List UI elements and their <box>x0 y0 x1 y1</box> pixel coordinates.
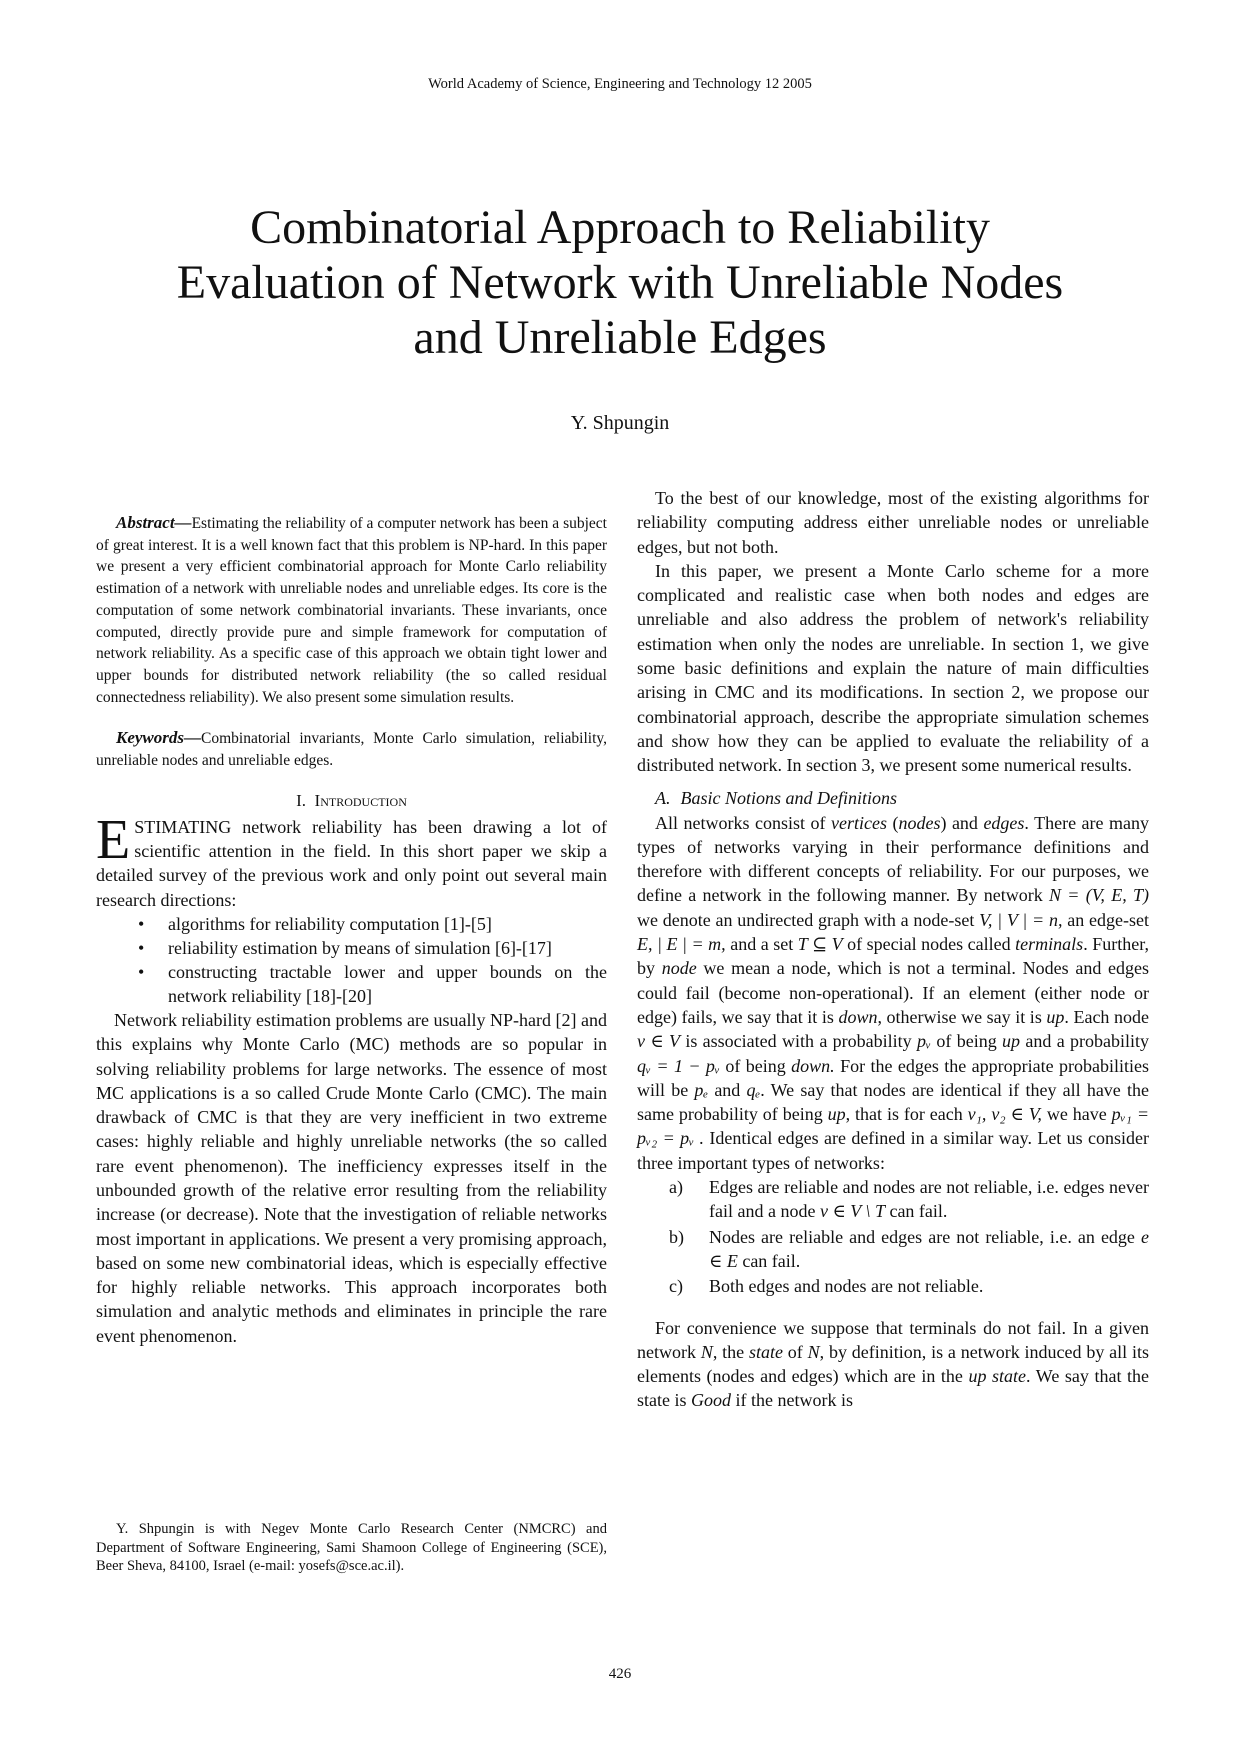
text-run: ( <box>886 812 899 833</box>
text-run: can fail. <box>737 1250 801 1271</box>
term-up: up <box>1002 1031 1021 1052</box>
term-edges: edges <box>983 812 1025 833</box>
math-pv: pᵥ <box>916 1031 932 1052</box>
list-label: b) <box>669 1226 684 1247</box>
term-up-state: up state <box>968 1366 1027 1387</box>
text-run: an edge-set <box>1062 909 1149 930</box>
math-terminal-set: T ⊆ V <box>797 934 843 955</box>
list-label: c) <box>669 1276 683 1297</box>
text-run: we denote an undirected graph with a node-set <box>637 909 980 930</box>
text-run: , by definition, is a network induced by all its elements (nodes and edges) which are in the <box>637 1341 1149 1387</box>
text-run: can fail. <box>884 1201 948 1222</box>
term-state: state <box>748 1341 783 1362</box>
subsection-heading <box>655 788 1149 809</box>
list-item: • reliability estimation by means of simulation [6]-[17] <box>168 936 607 960</box>
text-run: . Each node <box>1064 1006 1149 1027</box>
text-run: and a probability <box>1020 1031 1150 1052</box>
keywords-text: Combinatorial invariants, Monte Carlo simulation, reliability, unreliable nodes and unreliable edges. <box>96 730 607 770</box>
intro-paragraph-1-text: STIMATING network reliability has been drawing a lot of scientific attention in the field. In this short paper we skip a detailed survey of the previous work and only point out several main research directions: <box>96 816 607 910</box>
term-up: up <box>1046 1006 1065 1027</box>
state-paragraph <box>637 1316 1149 1413</box>
term-node: node <box>661 958 697 979</box>
math-N: N <box>700 1341 713 1362</box>
paragraph-overview: In this paper, we present a Monte Carlo scheme for a more complicated and realistic case when both nodes and edges are unreliable and also address the problem of network's reliability estimation when only the nodes are unreliable. In section 1, we give some basic definitions and explain the nature of main difficulties arising in CMC and its modifications. In section 2, we propose our combinatorial approach, describe the appropriate simulation schemes and show how they can be applied to evaluate the reliability of a distributed network. In section 3, we present some numerical results. <box>637 560 1149 776</box>
text-run: , that is for each <box>845 1104 968 1125</box>
math-network-definition: N = (V, E, T) <box>1049 885 1149 906</box>
text-run: For convenience we suppose that terminals do not fail. In a given network <box>637 1317 1149 1362</box>
math-v-in-V: v ∈ V <box>637 1031 680 1052</box>
term-up: up <box>827 1104 846 1125</box>
section-number: I. <box>296 790 307 810</box>
math-v1-v2: v₁, v₂ ∈ V, <box>967 1104 1042 1125</box>
math-inline: e ∈ E <box>709 1226 1149 1271</box>
text-run: Identical edges are defined in a similar way. Let us consider three important types of networks: <box>637 1128 1149 1173</box>
list-item: • constructing tractable lower and upper bounds on the network reliability [18]-[20] <box>168 960 607 1008</box>
text-run: . We say that the state is <box>637 1366 1150 1411</box>
math-qv: qᵥ = 1 − pᵥ <box>637 1055 720 1076</box>
abstract <box>96 512 607 708</box>
math-pe: pₑ <box>694 1079 709 1100</box>
list-item <box>669 1175 1149 1224</box>
text-run: Nodes are reliable and edges are not reliable, i.e. an edge <box>709 1226 1141 1247</box>
keywords-label: Keywords— <box>116 728 201 748</box>
text-run: of special nodes called <box>842 934 1016 955</box>
text-run: we mean a node, which is not a terminal. Nodes and edges could fail (become non-operational). If an element (either node or edge) fails, we say that it is <box>637 958 1150 1027</box>
math-edge-set: E, | E | = m, <box>637 934 726 955</box>
title-line-1: Combinatorial Approach to Reliability <box>250 201 990 254</box>
drop-cap: E <box>96 808 131 871</box>
list-label: a) <box>669 1177 683 1198</box>
text-run: , the <box>712 1341 749 1362</box>
left-column <box>96 512 607 1348</box>
text-run: . There are many types of networks varying in their performance definitions and therefore with different concepts of reliability. For our purposes, we define a network in the following manner. By network <box>637 812 1150 906</box>
text-run: and <box>708 1079 747 1100</box>
section-heading-introduction <box>96 791 607 811</box>
paragraph-knowledge: To the best of our knowledge, most of the existing algorithms for reliability computing address either unreliable nodes or unreliable edges, but not both. <box>637 488 1149 557</box>
text-run: we have <box>1041 1104 1112 1125</box>
term-nodes: nodes <box>898 812 941 833</box>
text-run: of <box>782 1341 808 1362</box>
text-run: ) and <box>940 812 984 833</box>
text-run: if the network is <box>731 1390 853 1411</box>
text-run: . Further, by <box>637 934 1149 979</box>
text-run: of being <box>719 1055 792 1076</box>
list-item: • algorithms for reliability computation [1]-[5] <box>168 912 607 936</box>
journal-header: World Academy of Science, Engineering and Technology 12 2005 <box>428 76 812 92</box>
section-title: Introduction <box>314 790 407 810</box>
math-qe: qₑ <box>746 1079 761 1100</box>
text-run: For the edges the appropriate probabilities will be <box>637 1055 1149 1100</box>
math-node-set: V, | V | = n, <box>979 909 1063 930</box>
author: Y. Shpungin <box>570 412 670 434</box>
text-run: All networks consist of <box>655 812 831 833</box>
page-number: 426 <box>608 1666 632 1682</box>
title-line-2: Evaluation of Network with Unreliable Nodes <box>176 256 1064 309</box>
intro-paragraph-2: Network reliability estimation problems are usually NP-hard [2] and this explains why Monte Carlo (MC) methods are so popular in solving reliability problems for large networks. The essence of most MC applications is a so called Crude Monte Carlo (CMC). The main drawback of CMC is that they are very inefficient in two extreme cases: highly reliable and highly unreliable networks (the so called rare event phenomenon). The inefficiency expresses itself in the unbounded growth of the relative error resulting from the reliability increase (or decrease). Note that the investigation of reliable networks most important in applications. We present a very promising approach, based on some new combinatorial ideas, which is especially effective for highly reliable networks. This approach incorporates both simulation and analytic methods and eliminates in principle the rare event phenomenon. <box>96 1009 607 1346</box>
math-inline: v ∈ V \ T <box>819 1201 885 1222</box>
text-run: , otherwise we say it is <box>877 1006 1047 1027</box>
keywords <box>96 727 607 771</box>
research-directions-list <box>96 912 607 1008</box>
text-run: Edges are reliable and nodes are not reliable, i.e. edges never fail and a node <box>709 1177 1149 1222</box>
right-column <box>637 486 1149 1413</box>
term-down: down <box>838 1006 878 1027</box>
text-run: and a set <box>725 934 798 955</box>
text-run: Both edges and nodes are not reliable. <box>709 1276 984 1297</box>
author-footnote: Y. Shpungin is with Negev Monte Carlo Research Center (NMCRC) and Department of Software Engineering, Sami Shamoon College of Engineering (SCE), Beer Sheva, 84100, Israel (e-mail: yosefs@sce.ac.il). <box>96 1521 607 1574</box>
term-vertices: vertices <box>830 812 887 833</box>
abstract-label: Abstract— <box>116 513 192 532</box>
math-identical-nodes: pᵥ₁ = pᵥ₂ = pᵥ . <box>637 1104 1149 1149</box>
intro-paragraph-1 <box>96 808 607 912</box>
text-run: of being <box>931 1031 1003 1052</box>
term-good: Good <box>691 1390 731 1411</box>
abstract-text: Estimating the reliability of a computer network has been a subject of great interest. It is a well known fact that this problem is NP-hard. In this paper we present a very efficient combinatorial approach for Monte Carlo reliability estimation of a network with unreliable nodes and unreliable edges. Its core is the computation of some network combinatorial invariants. These invariants, once computed, directly provide pure and simple framework for computation of network reliability. As a specific case of this approach we obtain tight lower and upper bounds for distributed network reliability (the so called residual connectedness reliability). We also present some simulation results. <box>96 515 607 706</box>
title-line-3: and Unreliable Edges <box>413 311 827 364</box>
math-N: N <box>807 1341 820 1362</box>
term-down: down. <box>791 1055 835 1076</box>
subsection-title: Basic Notions and Definitions <box>680 787 898 808</box>
text-run: . We say that nodes are identical if they all have the same probability of being <box>637 1079 1149 1125</box>
list-item <box>669 1274 1149 1298</box>
list-item <box>669 1225 1149 1274</box>
network-types-list <box>637 1175 1149 1298</box>
definitions-paragraph <box>637 811 1149 1175</box>
subsection-number: A. <box>655 787 671 808</box>
spacer <box>637 1300 1149 1316</box>
paper-title <box>130 200 1110 365</box>
term-terminals: terminals <box>1015 934 1084 955</box>
text-run: is associated with a probability <box>680 1031 917 1052</box>
